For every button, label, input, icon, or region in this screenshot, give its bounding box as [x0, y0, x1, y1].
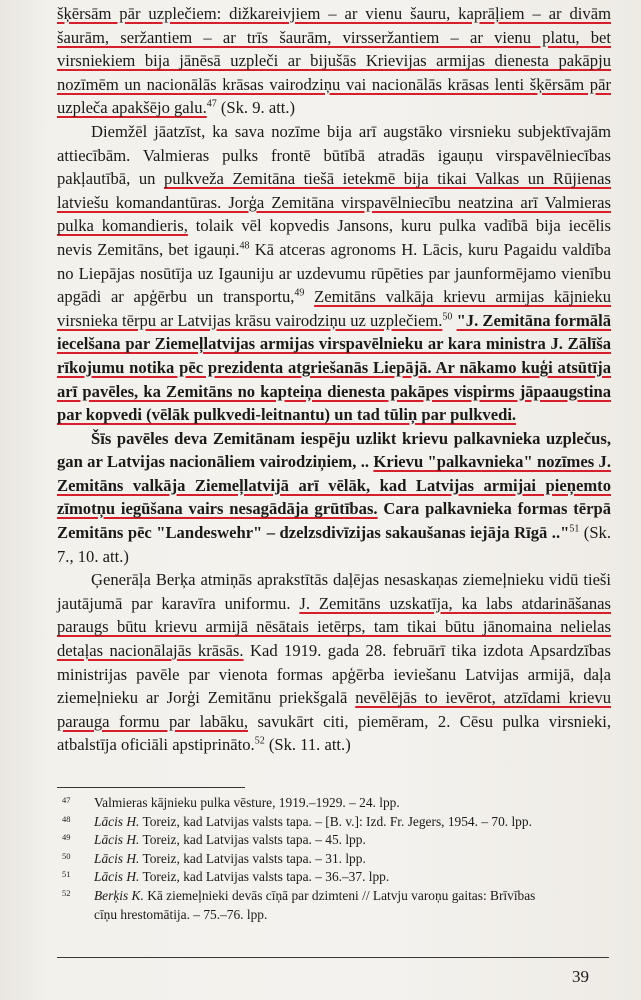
footnote-ref-47: 47	[206, 98, 217, 110]
footnote-48: 48 Lācis H. Toreiz, kad Latvijas valsts tapa. – [B. v.]: Izd. Fr. Jegers, 1954. – 70. lpp.	[62, 813, 532, 829]
footnotes	[57, 794, 617, 924]
footnote-separator	[57, 787, 245, 788]
footnote-49: 49 Lācis H. Toreiz, kad Latvijas valsts tapa. – 45. lpp.	[62, 832, 366, 848]
footnote-ref-48: 48	[239, 240, 250, 252]
paragraph-2: Diemžēl jāatzīst, ka sava nozīme bija arī augstāko virsnieku subjektīvajām attiecībām. Valmieras pulks frontē būtībā atradās igauņu virspavēlniecības pakļautībā, un pulkveža Zemitāna tiešā ietekmē bija tikai Valkas un Rūjienas latviešu komandantūras. Jorģa Zemitāna virspavēlniecību neatzina arī Valmieras pulka komandieris, tolaik vēl kopvedis Jansons, kuru pulka vadībā bija iecēlis nevis Zemitāns, bet igauņi.$^{48}$ Kā atceras agronoms H. Lācis, kuru Pagaidu valdība no Liepājas nosūtīja uz Igauniju ar uzdevumu rūpēties par jaunformējamo vienību apgādi ar apģērbu un transportu,$^{49}$ Zemitāns valkāja krievu armijas kājnieku virsnieka tērpu ar Latvijas krāsu vairodziņu uz uzplečiem.$^{50}$ "J. Zemitāna formālā iecelšana par Ziemeļlatvijas armijas virspavēlnieku ar kara ministra J. Zālīša rīkojumu notika pēc prezidenta atgriešanās Liepājā. Ar nākamo kuģi atsūtīja arī pavēles, ka Zemitāns no kapteiņa dienesta pakāpes vispirms jāpaaugstina par kopvedi (vēlāk pulkvedi-leitnantu) un tad tūliņ par pulkvedi.	[57, 121, 612, 425]
main-text	[57, 2, 611, 757]
footnote-50: 50 Lācis H. Toreiz, kad Latvijas valsts tapa. – 31. lpp.	[62, 850, 366, 866]
bottom-rule	[57, 957, 609, 958]
footnote-52-continued: cīņu hrestomātija. – 75.–76. lpp.	[94, 906, 268, 922]
footnote-47: 47 Valmieras kājnieku pulka vēsture, 1919.–1929. – 24. lpp.	[62, 795, 400, 810]
footnote-ref-52: 52	[254, 735, 265, 747]
footnote-51: 51 Lācis H. Toreiz, kad Latvijas valsts tapa. – 36.–37. lpp.	[62, 869, 390, 885]
paragraph-1: šķērsām pār uzplečiem: dižkareivjiem – ar vienu šauru, kaprāļiem – ar divām šaurām, seržantiem – ar trīs šaurām, virsseržantiem – ar vienu platu, bet virsniekiem bija jānēsā uzpleči ar bijušās Krievijas armijas dienesta pakāpju nozīmēm un nacionālās krāsas vairodziņu vai nacionālās krāsas lenti šķērsām pār uzpleča apakšējo galu.$^{47}$ (Sk. 9. att.)	[57, 4, 611, 118]
page-number: 39	[572, 967, 589, 986]
footnote-ref-51: 51	[569, 523, 580, 535]
footnote-ref-49: 49	[294, 287, 305, 299]
footnote-52: 52 Berķis K. Kā ziemeļnieki devās cīņā par dzimteni // Latvju varoņu gaitas: Brīvības	[62, 887, 536, 903]
footnote-ref-50: 50	[442, 311, 453, 323]
paragraph-4: Ģenerāļa Berķa atmiņās aprakstītās daļējas nesaskaņas ziemeļnieku vidū tieši jautājumā par karavīra uniformu. J. Zemitāns uzskatīja, ka labs atdarināšanas paraugs būtu krievu armijā nēsātais ietērps, tam tikai būtu jānomaina nelielas detaļas nacionālajās krāsās. Kad 1919. gada 28. februārī tika izdota Apsardzības ministrijas pavēle par vienota formas apģērba ieviešanu Latvijas armijā, daļa ziemeļnieku ar Jorģi Zemitānu priekšgalā nevēlējās to ievērot, atzīdami krievu parauga formu par labāku, savukārt citi, piemēram, 2. Cēsu pulka virsnieki, atbalstīja oficiāli apstiprināto.$^{52}$ (Sk. 11. att.)	[57, 570, 612, 755]
paragraph-3: Šīs pavēles deva Zemitānam iespēju uzlikt krievu palkavnieka uzplečus, gan ar Latvijas nacionāliem vairodziņiem, .. Krievu "palkavnieka" nozīmes J. Zemitāns valkāja Ziemeļlatvijā arī vēlāk, kad Latvijas armijai pieņemto zīmotņu iegūšana vairs nesagādāja grūtības. Cara palkavnieka formas tērpā Zemitāns pēc "Landeswehr" – dzelzsdivīzijas sakaušanas iejāja Rīgā .."$^{51}$ (Sk. 7., 10. att.)	[57, 428, 611, 566]
